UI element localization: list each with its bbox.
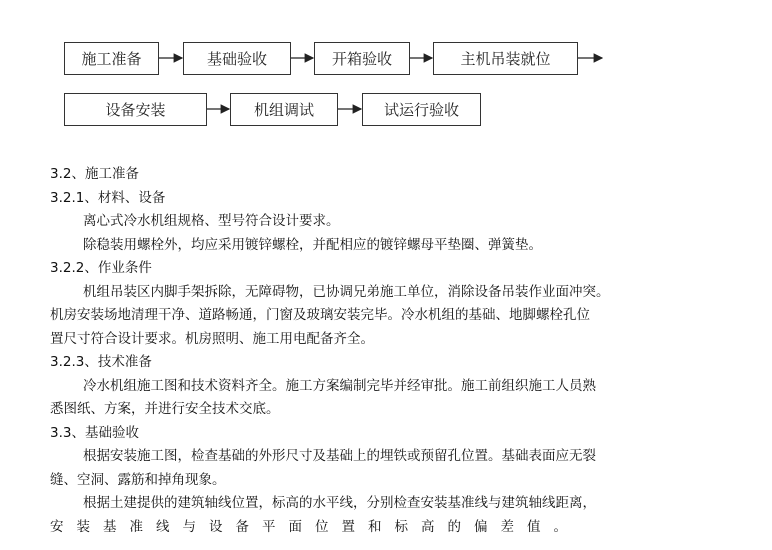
paragraph-line: 机组吊装区内脚手架拆除，无障碍物，已协调兄弟施工单位，消除设备吊装作业面冲突。 [83, 283, 610, 300]
flow-step-unpacking-acceptance: 开箱验收 [314, 42, 410, 75]
paragraph-line: 置尺寸符合设计要求。机房照明、施工用电配备齐全。 [50, 330, 374, 347]
flow-step-equipment-installation: 设备安装 [64, 93, 207, 126]
document-body [50, 163, 730, 539]
paragraph-line: 根据安装施工图，检查基础的外形尺寸及基础上的埋铁或预留孔位置。基础表面应无裂 [83, 448, 596, 464]
section-heading-3-2-1: 3.2.1、材料、设备 [50, 189, 166, 206]
flow-step-main-unit-hoisting: 主机吊装就位 [433, 42, 578, 75]
paragraph-line: 冷水机组施工图和技术资料齐全。施工方案编制完毕并经审批。施工前组织施工人员熟 [83, 377, 596, 394]
section-heading-3-2-3: 3.2.3、技术准备 [50, 354, 152, 370]
paragraph-line: 机房安装场地清理干净、道路畅通，门窗及玻璃安装完毕。冷水机组的基础、地脚螺栓孔位 [50, 307, 590, 323]
paragraph-line: 根据土建提供的建筑轴线位置，标高的水平线，分别检查安装基准线与建筑轴线距离， [83, 495, 596, 511]
flow-step-unit-commissioning: 机组调试 [230, 93, 338, 126]
flow-step-foundation-acceptance: 基础验收 [183, 42, 291, 75]
paragraph-line: 缝、空洞、露筋和掉角现象。 [50, 471, 226, 488]
section-heading-3-2-2: 3.2.2、作业条件 [50, 260, 152, 276]
flow-arrows [0, 0, 772, 140]
paragraph-line: 除稳装用螺栓外，均应采用镀锌螺栓，并配相应的镀锌螺母平垫圈、弹簧垫。 [83, 236, 542, 253]
paragraph-line: 安装基准线与设备平面位置和标高的偏差值。 [50, 518, 580, 535]
paragraph-line: 离心式冷水机组规格、型号符合设计要求。 [83, 213, 340, 229]
flowchart [0, 0, 772, 140]
flow-step-trial-run-acceptance: 试运行验收 [362, 93, 481, 126]
section-heading-3-2: 3.2、施工准备 [50, 166, 139, 182]
paragraph-line: 悉图纸、方案，并进行安全技术交底。 [50, 401, 280, 417]
section-heading-3-3: 3.3、基础验收 [50, 424, 139, 441]
flow-step-construction-prep: 施工准备 [64, 42, 159, 75]
